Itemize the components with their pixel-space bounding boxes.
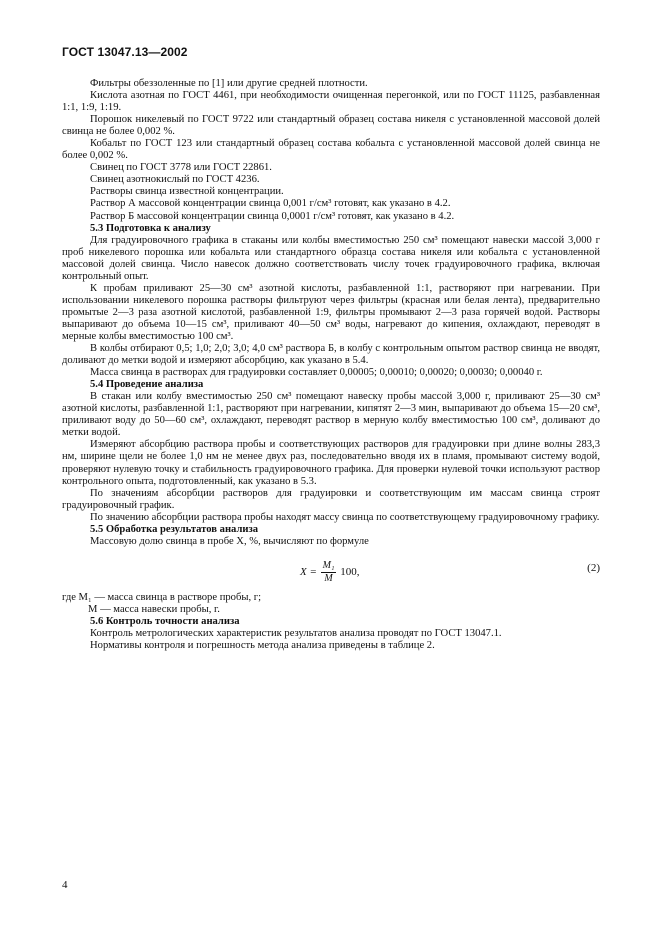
formula-expression [300,561,359,584]
paragraph: Массовую долю свинца в пробе X, %, вычисляют по формуле [90,535,369,547]
formula-denominator: M [324,572,333,584]
paragraph: Свинец по ГОСТ 3778 или ГОСТ 22861. [90,162,272,174]
formula-lhs: X = [300,565,317,578]
paragraph: Масса свинца в растворах для градуировки составляет 0,00005; 0,00010; 0,00020; 0,00030; 0,00040 г. [90,367,543,379]
document-body [62,78,600,652]
paragraph: Растворы свинца известной концентрации. [90,186,284,198]
where-line: где M₁ — масса свинца в растворе пробы, г; [62,591,262,603]
formula-number: (2) [587,561,600,574]
formula-rhs: 100, [340,565,360,578]
document-header: ГОСТ 13047.13—2002 [62,45,188,59]
paragraph: Свинец азотнокислый по ГОСТ 4236. [90,174,260,186]
formula-2 [62,551,600,591]
paragraph: Раствор Б массовой концентрации свинца 0,0001 г/см³ готовят, как указано в 4.2. [90,210,455,222]
formula-fraction [321,561,337,584]
page-number: 4 [62,879,68,891]
section-heading-5-4: 5.4 Проведение анализа [90,379,204,391]
where-line: M — масса навески пробы, г. [88,603,220,615]
paragraph: Контроль метрологических характеристик результатов анализа проводят по ГОСТ 13047.1. [90,627,502,639]
paragraph: В стакан или колбу вместимостью 250 см³ помещают навеску пробы массой 3,000 г, приливают 25—30 см³ азотной кислоты, разбавленной 1:1, растворяют при нагревании, кипятят 2—3 мин, выпаривают до объема 15—20 см³, приливают воду до 50—60 см³, охлаждают, переводят раствор в мерную колбу вместимостью 100 см³, доливают до метки водой. [62,391,600,439]
paragraph: По значению абсорбции раствора пробы находят массу свинца по соответствующему градуировочному графику. [90,511,600,523]
paragraph: К пробам приливают 25—30 см³ азотной кислоты, разбавленной 1:1, растворяют при нагревании. При использовании никелевого порошка растворы фильтруют через фильтры (красная или белая лента), предварительно промытые 2—3 раза азотной кислотой, разбавленной 1:9, фильтры промывают 2—3 раза горячей водой. Растворы выпаривают до объема 10—15 см³, приливают 40—50 см³ воды, нагревают до кипения, охлаждают, переводят в мерные колбы вместимостью 100 см³. [62,282,600,342]
paragraph: Нормативы контроля и погрешность метода анализа приведены в таблице 2. [90,640,435,652]
formula-numerator: M₁ [322,559,335,571]
section-heading-5-3: 5.3 Подготовка к анализу [90,222,211,234]
paragraph: Измеряют абсорбцию раствора пробы и соответствующих растворов для градуировки при длине волны 283,3 нм, ширине щели не более 1,0 нм не менее двух раз, последовательно вводя их в пламя, промывают систему водой, проверяют нулевую точку и стабильность градуировочного графика. Для проверки нулевой точки используют раствор контрольного опыта, подготовленный, как указано в 5.3. [62,439,600,487]
paragraph: Порошок никелевый по ГОСТ 9722 или стандартный образец состава никеля с установленной массовой долей свинца не более 0,002 %. [62,114,600,138]
section-heading-5-5: 5.5 Обработка результатов анализа [90,523,259,535]
section-heading-5-6: 5.6 Контроль точности анализа [90,615,240,627]
paragraph: По значениям абсорбции растворов для градуировки и соответствующим им массам свинца строят градуировочный график. [62,487,600,511]
paragraph: В колбы отбирают 0,5; 1,0; 2,0; 3,0; 4,0 см³ раствора Б, в колбу с контрольным опытом раствор свинца не вводят, доливают до метки водой и измеряют абсорбцию, как указано в 5.4. [62,343,600,367]
paragraph: Для градуировочного графика в стаканы или колбы вместимостью 250 см³ помещают навески массой 3,000 г проб никелевого порошка или кобальта или стандартного образца состава никеля или кобальта с установленной массовой долей свинца. Число навесок должно соответствовать числу точек градуировочного графика, включая контрольный опыт. [62,234,600,282]
paragraph: Раствор А массовой концентрации свинца 0,001 г/см³ готовят, как указано в 4.2. [90,198,451,210]
paragraph: Кислота азотная по ГОСТ 4461, при необходимости очищенная перегонкой, или по ГОСТ 11125, разбавленная 1:1, 1:9, 1:19. [62,90,600,114]
paragraph: Фильтры обеззоленные по [1] или другие средней плотности. [90,78,368,89]
paragraph: Кобальт по ГОСТ 123 или стандартный образец состава кобальта с установленной массовой долей свинца не более 0,002 %. [62,138,600,162]
